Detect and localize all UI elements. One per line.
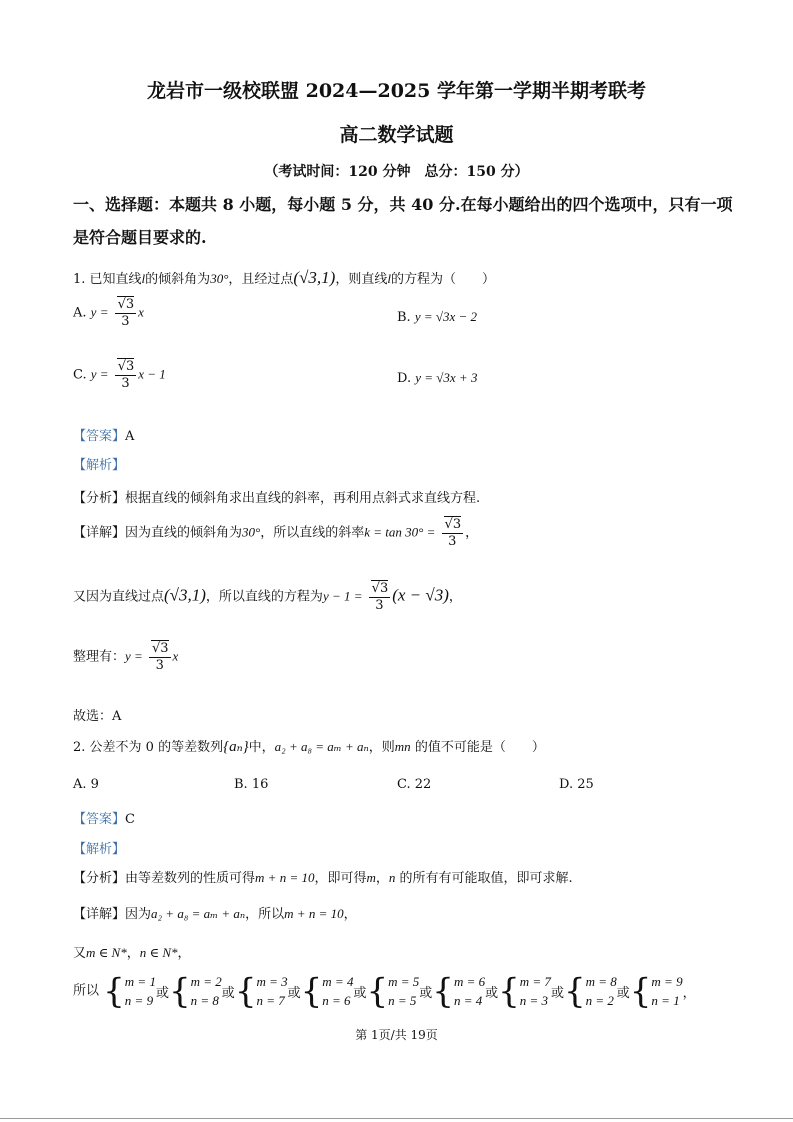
system-n-value: n = 3 [519, 993, 549, 1008]
system-n-value: n = 7 [256, 993, 285, 1008]
system-n-value: n = 2 [585, 993, 614, 1008]
equation-system [125, 972, 156, 1010]
or-word: 或 [287, 985, 301, 1001]
system-m-value: m = 6 [453, 974, 486, 989]
equation-system [256, 972, 287, 1010]
or-word: 或 [221, 985, 235, 1001]
system-brace: { [432, 971, 454, 1011]
system-n-value: n = 6 [322, 993, 351, 1008]
q1-option-b: B. y = √3x − 2 [397, 309, 478, 325]
q1-jiexi-tag: 【解析】 [73, 458, 126, 473]
q1-line3: 整理有：y = $\frac{√3}{3}$ x [73, 641, 179, 673]
q2-suoyi: 所以 [73, 983, 100, 999]
system-m-value: m = 1 [124, 974, 156, 989]
q2-analysis: 【分析】由等差数列的性质可得m + n = 10，即可得m，n 的所有有可能取值，即可求解. [73, 870, 573, 886]
equation-system [651, 972, 682, 1010]
or-word: 或 [155, 985, 169, 1001]
system-m-value: m = 8 [585, 974, 617, 989]
q2-jiexi-tag: 【解析】 [73, 842, 126, 857]
system-brace: { [103, 971, 125, 1011]
q2-option-c: C. 22 [397, 777, 432, 792]
system-brace: { [629, 971, 652, 1011]
equation-system [454, 972, 485, 1010]
q1-choose: 故选：A [73, 709, 122, 724]
document-title: 龙岩市一级校联盟 2024—2025 学年第一学期半期考联考 [147, 80, 646, 102]
page-footer: 第 1页/共 19页 [355, 1028, 438, 1042]
system-m-value: m = 2 [190, 974, 222, 989]
system-n-value: n = 9 [124, 993, 154, 1008]
q1-option-a: A. y = $\frac{√3}{3}$ x [73, 297, 144, 329]
system-m-value: m = 4 [322, 974, 354, 989]
document-subtitle: 高二数学试题 [339, 124, 454, 146]
system-n-value: n = 1 [651, 993, 680, 1008]
q1-option-c: C. y = $\frac{√3}{3}$ x − 1 [73, 359, 166, 391]
or-word: 或 [616, 985, 630, 1001]
system-brace: { [168, 971, 191, 1011]
system-brace: { [234, 971, 257, 1011]
q1-line2: 又因为直线过点(√3,1)，所以直线的方程为y − 1 = $\frac{√3}{3}$ (x − √3)， [73, 581, 462, 613]
or-word: 或 [485, 985, 499, 1001]
system-m-value: m = 9 [651, 974, 683, 989]
system-n-value: n = 5 [388, 993, 417, 1008]
equation-system [388, 972, 419, 1010]
system-m-value: m = 7 [519, 974, 551, 989]
q1-option-d: D. y = √3x + 3 [397, 370, 478, 386]
exam-info: （考试时间：120 分钟 总分：150 分） [264, 164, 529, 180]
section-heading-line2: 是符合题目要求的. [73, 228, 207, 247]
q2-option-a: A. 9 [73, 777, 99, 792]
system-brace: { [498, 971, 520, 1011]
q2-also: 又m ∈ N*，n ∈ N*， [73, 945, 191, 961]
q1-stem: 1. 已知直线l的倾斜角为30°，且经过点(√3,1)，则直线l的方程为（ ） [73, 268, 495, 287]
system-m-value: m = 3 [256, 974, 288, 989]
equation-system [520, 972, 551, 1010]
system-n-value: n = 4 [453, 993, 483, 1008]
section-heading-line1: 一、选择题：本题共 8 小题，每小题 5 分，共 40 分.在每小题给出的四个选项中，只有一项 [73, 195, 733, 214]
q1-analysis: 【分析】根据直线的倾斜角求出直线的斜率，再利用点斜式求直线方程. [73, 491, 481, 506]
q2-option-b: B. 16 [234, 777, 269, 792]
system-n-value: n = 8 [190, 993, 219, 1008]
system-end-comma: ， [682, 985, 696, 1001]
q2-pairs [103, 971, 696, 1011]
q2-answer: 【答案】C [73, 812, 135, 827]
q1-detail: 【详解】因为直线的倾斜角为30°，所以直线的斜率k = tan 30° = $\frac{√3}{3}$ ， [73, 517, 479, 549]
or-word: 或 [550, 985, 564, 1001]
q1-answer: 【答案】A [73, 429, 135, 444]
q2-option-d: D. 25 [559, 777, 594, 792]
q2-detail: 【详解】因为a₂ + a₈ = aₘ + aₙ，所以m + n = 10， [73, 906, 357, 922]
q2-solutions [73, 972, 696, 1010]
page-bottom-divider [0, 1118, 793, 1119]
system-brace: { [563, 971, 586, 1011]
system-m-value: m = 5 [388, 974, 420, 989]
equation-system [586, 972, 617, 1010]
equation-system [191, 972, 222, 1010]
or-word: 或 [353, 985, 367, 1001]
q2-stem: 2. 公差不为 0 的等差数列{aₙ}中，a₂ + a₈ = aₘ + aₙ，则mn 的值不可能是（ ） [73, 739, 545, 755]
or-word: 或 [419, 985, 433, 1001]
equation-system [322, 972, 353, 1010]
system-brace: { [300, 971, 323, 1011]
system-brace: { [366, 971, 389, 1011]
